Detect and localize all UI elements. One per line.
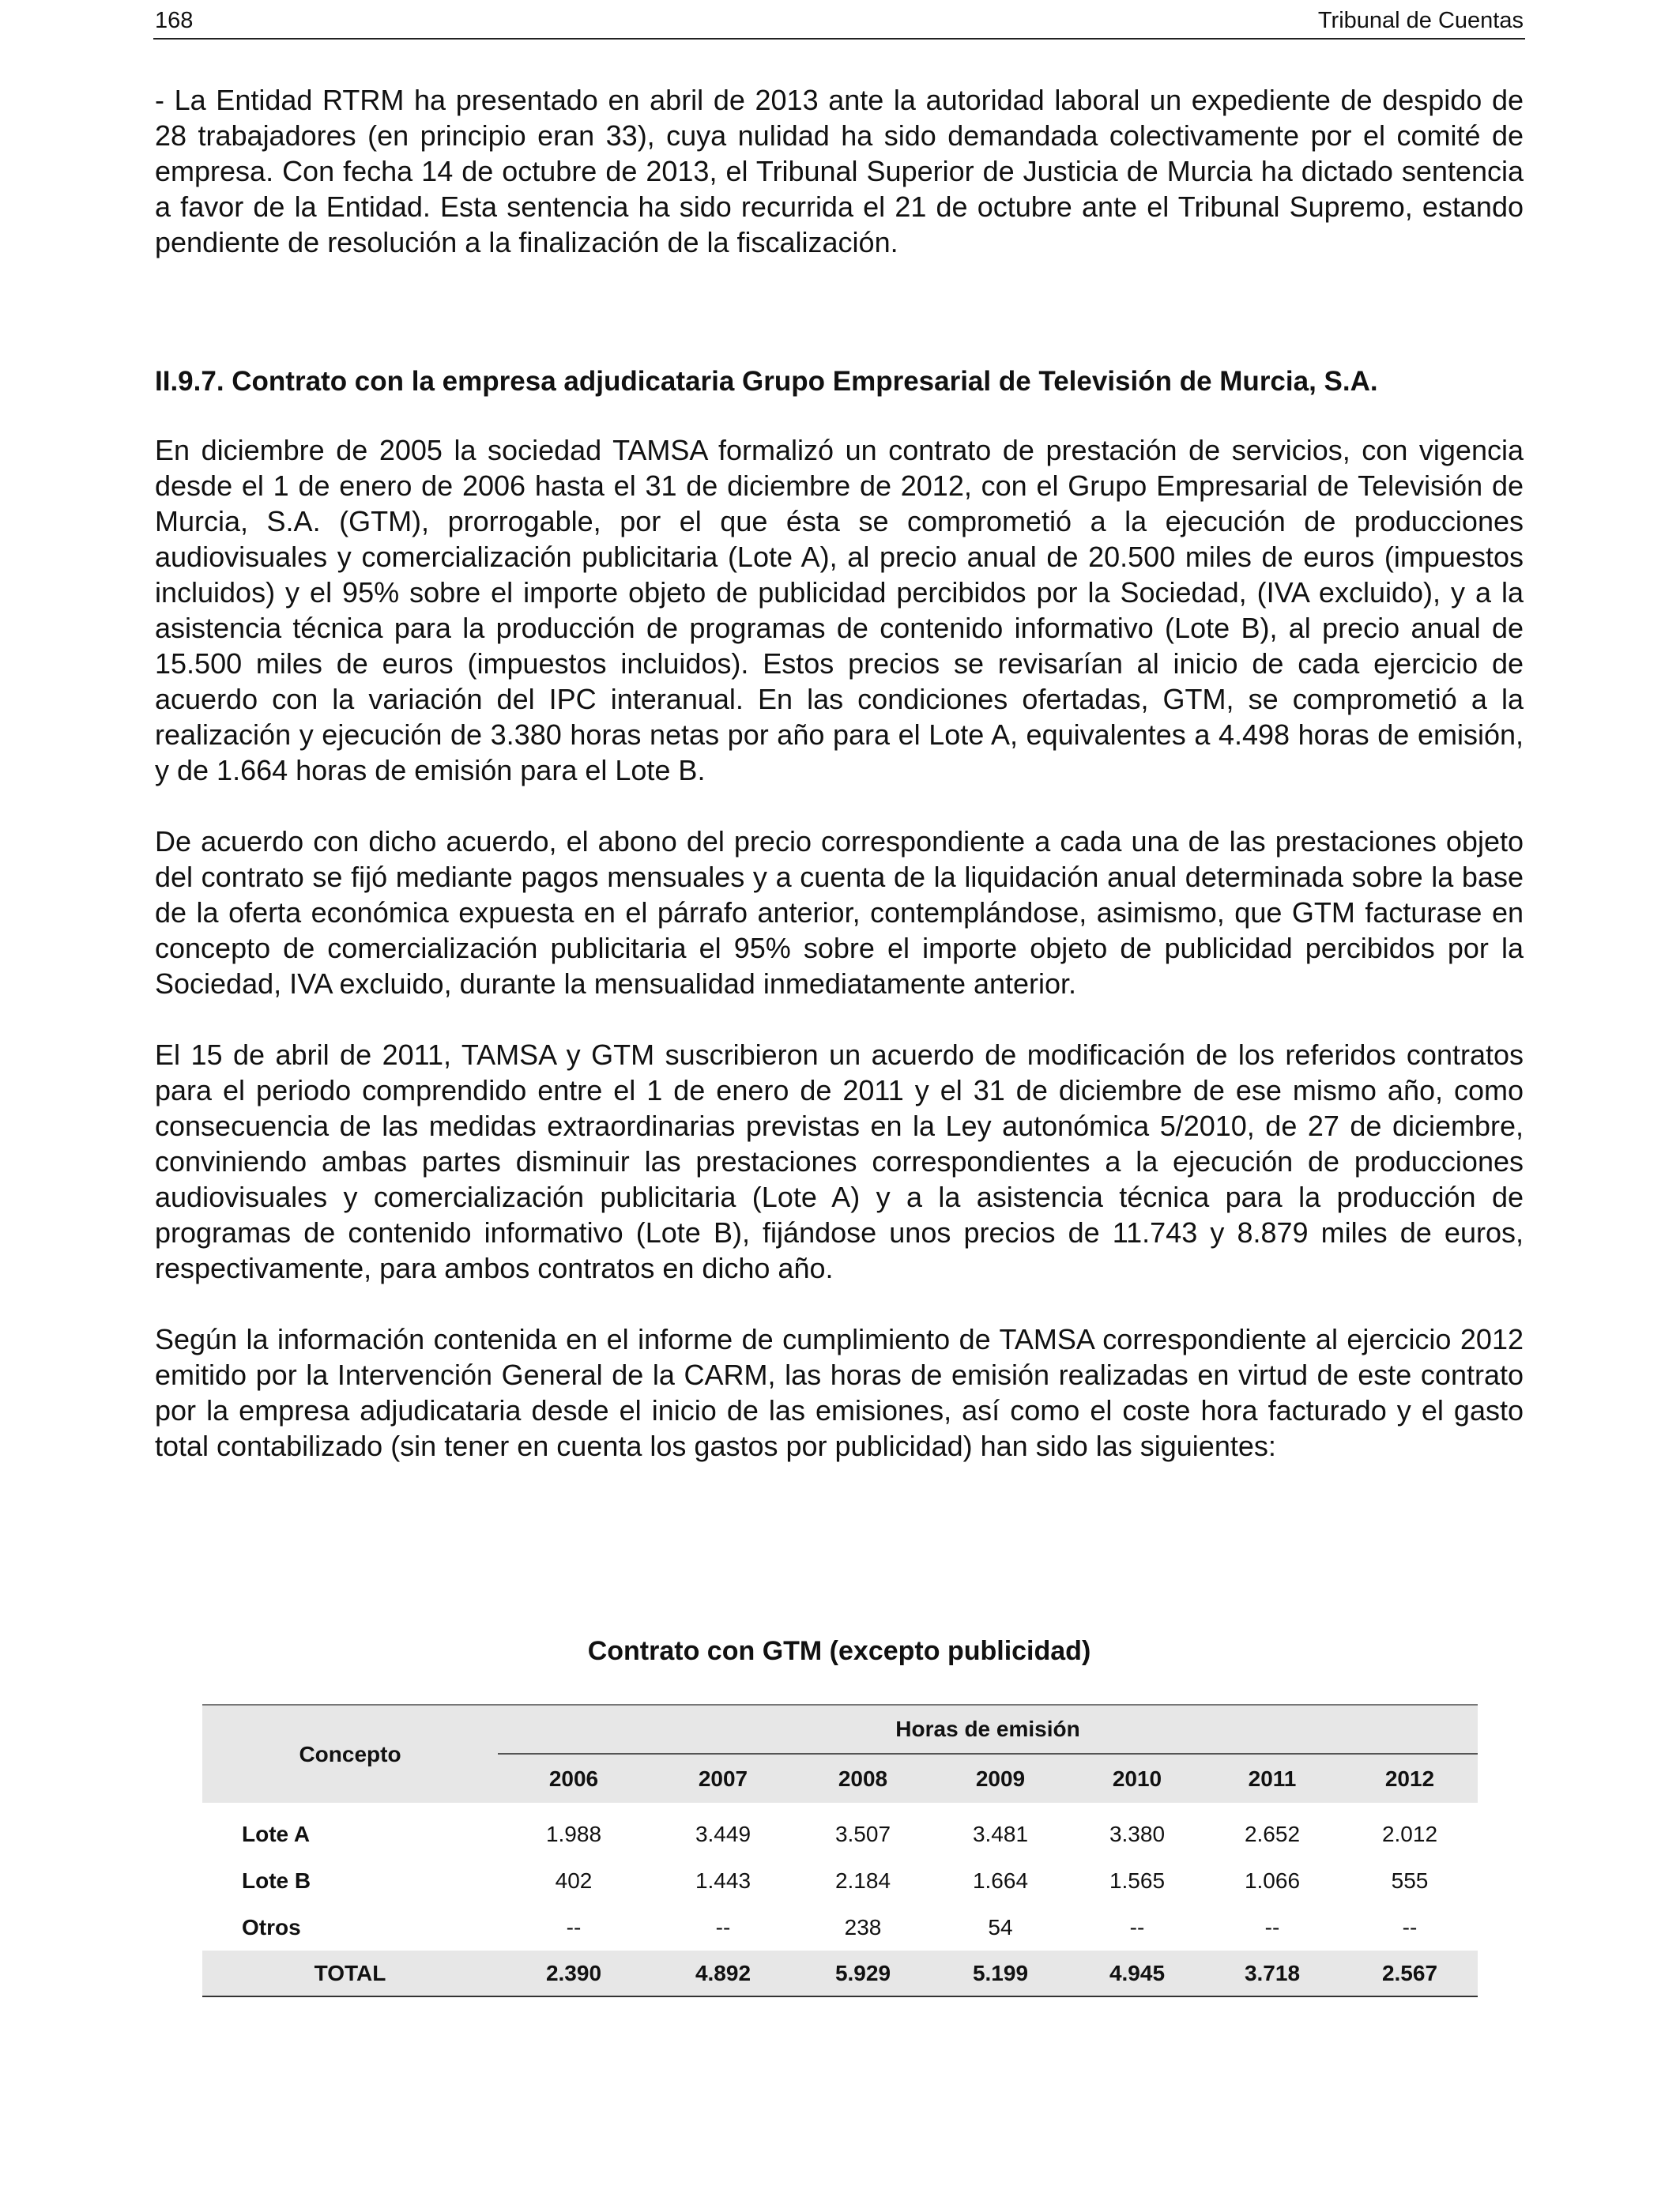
body-text	[155, 82, 1524, 1464]
paragraph-broadcast-hours-intro: Según la información contenida en el informe de cumplimiento de TAMSA correspondiente al ejercicio 2012 emitido por la Intervención General de la CARM, las horas de emisión realizadas en virtud de este contrato por la empresa adjudicataria desde el inicio de las emisiones, así como el coste hora facturado y el gasto total contabilizado (sin tener en cuenta los gastos por publicidad) han sido las siguientes:	[155, 1323, 1524, 1462]
broadcast-hours-table	[202, 1704, 1478, 1997]
broadcast-hours-header: Horas de emisión	[498, 1705, 1478, 1754]
total-cell: 3.718	[1203, 1951, 1342, 1996]
total-cell: 2.567	[1342, 1951, 1478, 1996]
table-cell: 3.449	[695, 1821, 751, 1846]
concept-header: Concepto	[202, 1705, 498, 1803]
table-row-lote-a	[202, 1811, 1478, 1857]
table-cell: 3.507	[834, 1821, 891, 1846]
year-header: 2009	[929, 1754, 1072, 1803]
table-cell: 2.012	[1381, 1821, 1438, 1846]
table-cell: --	[715, 1914, 731, 1940]
table-cell: --	[1264, 1914, 1280, 1940]
total-label: TOTAL	[202, 1951, 498, 1996]
table-row-total	[202, 1951, 1478, 1996]
total-cell: 2.390	[498, 1951, 650, 1996]
total-cell: 4.945	[1072, 1951, 1203, 1996]
table-header-row	[202, 1705, 1478, 1754]
table-cell: 54	[988, 1914, 1013, 1940]
table-row-otros	[202, 1904, 1478, 1951]
year-header: 2006	[498, 1754, 650, 1803]
paragraph-2011-modification: El 15 de abril de 2011, TAMSA y GTM suscribieron un acuerdo de modificación de los referidos contratos para el periodo comprendido entre el 1 de enero de 2011 y el 31 de diciembre de ese mismo año, como consecuencia de las medidas extraordinarias previstas en la Ley autonómica 5/2010, de 27 de diciembre, conviniendo ambas partes disminuir las prestaciones correspondientes a la ejecución de producciones audiovisuales y comercialización publicitaria (Lote A) y a la asistencia técnica para la producción de programas de contenido informativo (Lote B), fijándose unos precios de 11.743 y 8.879 miles de euros, respectivamente, para ambos contratos en dicho año.	[155, 1039, 1524, 1284]
year-header: 2007	[650, 1754, 797, 1803]
page-header	[153, 6, 1525, 40]
year-header: 2008	[797, 1754, 929, 1803]
year-header: 2012	[1342, 1754, 1478, 1803]
year-header: 2010	[1072, 1754, 1203, 1803]
table-cell: --	[1402, 1914, 1418, 1940]
row-label: Otros	[242, 1914, 301, 1940]
paragraph-rtrm-dismissal: - La Entidad RTRM ha presentado en abril de 2013 ante la autoridad laboral un expediente de despido de 28 trabajadores (en principio eran 33), cuya nulidad ha sido demandada colectivamente por el comité de empresa. Con fecha 14 de octubre de 2013, el Tribunal Superior de Justicia de Murcia ha dictado sentencia a favor de la Entidad. Esta sentencia ha sido recurrida el 21 de octubre ante el Tribunal Supremo, estando pendiente de resolución a la finalización de la fiscalización.	[155, 84, 1524, 258]
table-cell: 1.664	[972, 1868, 1029, 1893]
table-cell: --	[566, 1914, 582, 1940]
total-cell: 5.929	[797, 1951, 929, 1996]
total-cell: 4.892	[650, 1951, 797, 1996]
table-cell: 555	[1391, 1868, 1429, 1893]
table-cell: 402	[555, 1868, 593, 1893]
table-row-lote-b	[202, 1857, 1478, 1904]
paragraph-payment-terms: De acuerdo con dicho acuerdo, el abono del precio correspondiente a cada una de las prestaciones objeto del contrato se fijó mediante pagos mensuales y a cuenta de la liquidación anual determinada sobre la base de la oferta económica expuesta en el párrafo anterior, contemplándose, asimismo, que GTM facturase en concepto de comercialización publicitaria el 95% sobre el importe objeto de publicidad percibidos por la Sociedad, IVA excluido, durante la mensualidad inmediatamente anterior.	[155, 825, 1524, 1000]
paragraph-contract-terms: En diciembre de 2005 la sociedad TAMSA formalizó un contrato de prestación de servicios, con vigencia desde el 1 de enero de 2006 hasta el 31 de diciembre de 2012, con el Grupo Empresarial de Televisión de Murcia, S.A. (GTM), prorrogable, por el que ésta se comprometió a la ejecución de producciones audiovisuales y comercialización publicitaria (Lote A), al precio anual de 20.500 miles de euros (impuestos incluidos) y el 95% sobre el importe objeto de publicidad percibidos por la Sociedad, (IVA excluido), y a la asistencia técnica para la producción de programas de contenido informativo (Lote B), al precio anual de 15.500 miles de euros (impuestos incluidos). Estos precios se revisarían al inicio de cada ejercicio de acuerdo con la variación del IPC interanual. En las condiciones ofertadas, GTM, se comprometió a la realización y ejecución de 3.380 horas netas por año para el Lote A, equivalentes a 4.498 horas de emisión, y de 1.664 horas de emisión para el Lote B.	[155, 434, 1524, 786]
table-cell: --	[1129, 1914, 1145, 1940]
table-title: Contrato con GTM (excepto publicidad)	[587, 1636, 1091, 1666]
table-cell: 2.184	[834, 1868, 891, 1893]
section-heading: II.9.7. Contrato con la empresa adjudicataria Grupo Empresarial de Televisión de Murcia, S.A.	[155, 366, 1378, 397]
row-label: Lote B	[242, 1868, 311, 1893]
table-cell: 238	[844, 1914, 882, 1940]
row-label: Lote A	[242, 1821, 311, 1846]
table-cell: 1.066	[1244, 1868, 1301, 1893]
total-cell: 5.199	[929, 1951, 1072, 1996]
table-cell: 1.565	[1109, 1868, 1166, 1893]
year-header: 2011	[1203, 1754, 1342, 1803]
table-cell: 1.988	[545, 1821, 602, 1846]
page-number: 168	[155, 8, 194, 33]
table-cell: 2.652	[1244, 1821, 1301, 1846]
table-cell: 3.481	[972, 1821, 1029, 1846]
running-title: Tribunal de Cuentas	[1317, 8, 1524, 33]
table-cell: 3.380	[1109, 1821, 1166, 1846]
table-cell: 1.443	[695, 1868, 751, 1893]
